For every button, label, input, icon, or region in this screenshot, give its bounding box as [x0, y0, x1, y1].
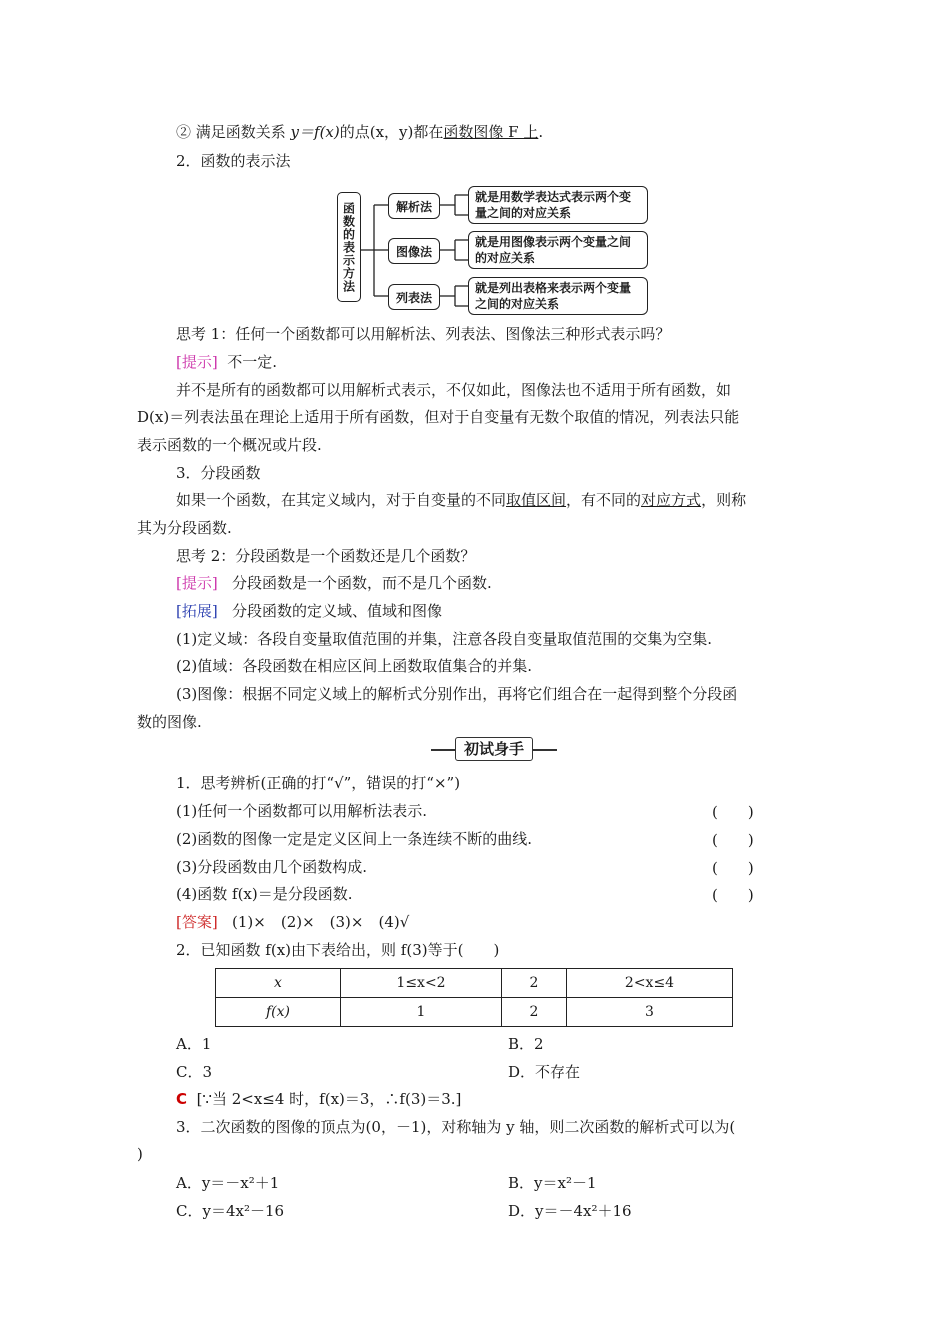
table-cell: 1≤x<2: [341, 969, 502, 998]
ext-item-3b: 数的图像.: [137, 713, 202, 731]
table-cell: 2: [502, 969, 567, 998]
hint-text: 分段函数是一个函数，而不是几个函数.: [232, 574, 492, 592]
table-row: [216, 969, 733, 998]
think1-hint: [176, 352, 277, 372]
table-cell: 3: [567, 998, 733, 1027]
method-table: 列表法: [388, 284, 440, 310]
function-table: [215, 968, 733, 1027]
q3-option-c: C．y＝4x²－16: [176, 1202, 285, 1220]
q3-option-b: B．y＝x²－1: [508, 1174, 597, 1192]
q3-option-a: A．y＝－x²＋1: [176, 1174, 280, 1192]
method-analytic: 解析法: [388, 193, 440, 219]
q1-title: 1．思考辨析(正确的打“√”，错误的打“×”): [176, 774, 461, 792]
answer-letter: C: [176, 1090, 188, 1108]
item2-prefix: ② 满足函数关系: [176, 123, 291, 141]
table-cell: f(x): [216, 998, 341, 1027]
q3-option-d: D．y＝－4x²＋16: [508, 1202, 632, 1220]
answer-text: [∵当 2<x≤4 时，f(x)＝3，∴f(3)＝3.]: [196, 1090, 462, 1108]
section-banner: [431, 737, 557, 763]
think1-para-2: D(x)＝列表法虽在理论上适用于所有函数，但对于自变量有无数个取值的情况，列表法只能: [137, 408, 740, 426]
q1-paren-3: ( ): [712, 859, 754, 877]
def-b: ，有不同的: [566, 491, 642, 509]
ext-item-1: (1)定义域：各段自变量取值范围的并集，注意各段自变量取值范围的交集为空集.: [176, 630, 713, 648]
table-cell: x: [216, 969, 341, 998]
q1-paren-2: ( ): [712, 831, 754, 849]
q2-answer: [176, 1089, 461, 1109]
def-a: 如果一个函数，在其定义域内，对于自变量的不同: [176, 491, 507, 509]
q1-item-2: (2)函数的图像一定是定义区间上一条连续不断的曲线.: [176, 830, 533, 848]
hint-tag: [提示]: [176, 574, 218, 592]
think1-para-3: 表示函数的一个概况或片段.: [137, 436, 322, 454]
think1-question: 思考 1：任何一个函数都可以用解析法、列表法、图像法三种形式表示吗？: [176, 325, 671, 343]
desc-analytic: 就是用数学表达式表示两个变量之间的对应关系: [468, 186, 648, 224]
sec3-def-line1: [176, 490, 746, 510]
answer-tag: [答案]: [176, 913, 218, 931]
table-row: [216, 998, 733, 1027]
q1-item-1: (1)任何一个函数都可以用解析法表示.: [176, 802, 428, 820]
def-underline-2: 对应方式: [641, 491, 702, 509]
q1-paren-4: ( ): [712, 886, 754, 904]
item2-underlined: 函数图像 F 上: [443, 123, 539, 141]
think2-hint: [176, 573, 492, 593]
q3-title-end: ): [137, 1145, 143, 1163]
q2-option-c: C．3: [176, 1063, 213, 1081]
table-cell: 2<x≤4: [567, 969, 733, 998]
q2-title: 2．已知函数 f(x)由下表给出，则 f(3)等于( ): [176, 941, 500, 959]
extension: [176, 601, 442, 621]
sec3-def-line2: 其为分段函数.: [137, 519, 232, 537]
q2-option-d: D．不存在: [508, 1063, 581, 1081]
diagram-connectors: [0, 0, 950, 320]
think2-question: 思考 2：分段函数是一个函数还是几个函数？: [176, 547, 476, 565]
item2-end: .: [538, 123, 544, 141]
item2-mid: 的点(x，y)都在: [339, 123, 444, 141]
hint-tag: [提示]: [176, 353, 218, 371]
answer-text: (1)× (2)× (3)× (4)√: [232, 913, 410, 931]
def-underline-1: 取值区间: [506, 491, 567, 509]
table-cell: 2: [502, 998, 567, 1027]
ext-text: 分段函数的定义域、值域和图像: [232, 602, 443, 620]
def-c: ，则称: [701, 491, 747, 509]
q1-answer: [176, 912, 409, 932]
section-2-title: 2．函数的表示法: [176, 152, 291, 170]
q1-item-4: (4)函数 f(x)＝是分段函数.: [176, 885, 353, 903]
q3-title: 3．二次函数的图像的顶点为(0，－1)，对称轴为 y 轴，则二次函数的解析式可以为(: [176, 1118, 736, 1136]
q1-paren-1: ( ): [712, 803, 754, 821]
diagram-root: 函数的表示方法: [337, 192, 361, 302]
section-3-title: 3．分段函数: [176, 464, 261, 482]
q2-option-b: B．2: [508, 1035, 544, 1053]
desc-graph: 就是用图像表示两个变量之间的对应关系: [468, 231, 648, 269]
method-graph: 图像法: [388, 238, 440, 264]
banner-label: 初试身手: [455, 737, 533, 761]
ext-item-2: (2)值域：各段函数在相应区间上函数取值集合的并集.: [176, 657, 533, 675]
q2-option-a: A．1: [176, 1035, 212, 1053]
think1-para-1: 并不是所有的函数都可以用解析式表示，不仅如此，图像法也不适用于所有函数，如: [176, 381, 732, 399]
hint-text: 不一定.: [227, 353, 278, 371]
item2-formula: y＝f(x): [290, 123, 340, 141]
q1-item-3: (3)分段函数由几个函数构成.: [176, 858, 368, 876]
desc-table: 就是列出表格来表示两个变量之间的对应关系: [468, 277, 648, 315]
table-cell: 1: [341, 998, 502, 1027]
ext-item-3a: (3)图像：根据不同定义域上的解析式分别作出，再将它们组合在一起得到整个分段函: [176, 685, 738, 703]
ext-tag: [拓展]: [176, 602, 218, 620]
